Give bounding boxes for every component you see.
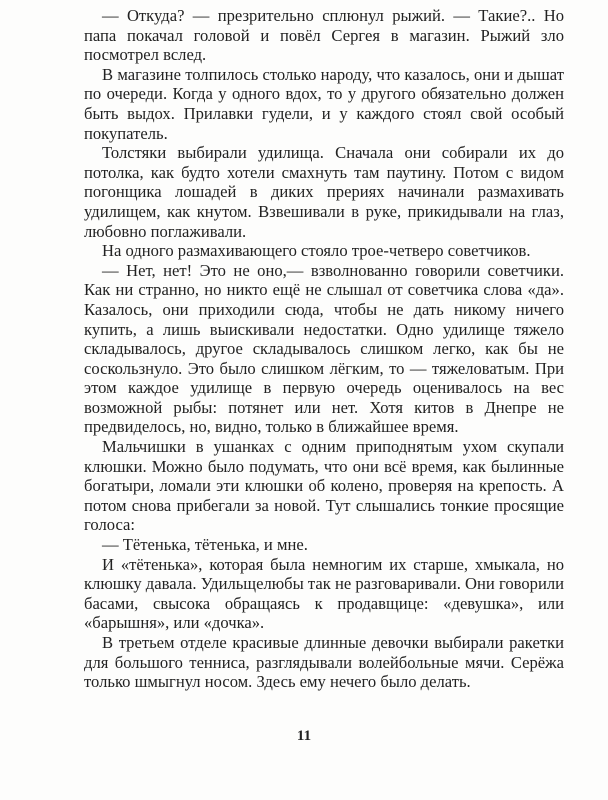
paragraph-5: — Нет, нет! Это не оно,— взволнованно говорили советчики. Как ни странно, но никто ещё не слышал от советчика слова «да». Казалось, они приходили сюда, чтобы не дать никому ничего купить, а лишь выискивали недостатки. Одно удилище тяжело складывалось, другое складывалось слишком легко, как бы не соскользнуло. Это было слишком лёгким, то — тяжеловатым. При этом каждое удилище в первую очередь оценивалось на вес возможной рыбы: потянет или нет. Хотя китов в Днепре не предвиделось, но, видно, только в ближайшее время. bbox=[84, 260, 564, 437]
paragraph-6: Мальчишки в ушанках с одним приподнятым ухом скупали клюшки. Можно было подумать, что они всё время, как былинные богатыри, ломали эти клюшки об колено, проверяя на крепость. А потом снова прибегали за новой. Тут слышались тонкие просящие голоса: bbox=[84, 437, 564, 535]
paragraph-7: — Тётенька, тётенька, и мне. bbox=[102, 535, 308, 555]
page-number: 11 bbox=[296, 728, 312, 744]
paragraph-4: На одного размахивающего стояло трое-четверо советчиков. bbox=[102, 241, 531, 261]
paragraph-3: Толстяки выбирали удилища. Сначала они собирали их до потолка, как будто хотели смахнуть там паутину. Потом с видом погонщика лошадей в диких прериях начинали размахивать удилищем, как кнутом. Взвешивали в руке, прикидывали на глаз, любовно поглаживали. bbox=[84, 143, 564, 241]
paragraph-9: В третьем отделе красивые длинные девочки выбирали ракетки для большого тенниса, разглядывали волейбольные мячи. Серёжа только шмыгнул носом. Здесь ему нечего было делать. bbox=[84, 633, 564, 692]
paragraph-8: И «тётенька», которая была немногим их старше, хмыкала, но клюшку давала. Удильщелюбы так не разговаривали. Они говорили басами, свысока обращаясь к продавщице: «девушка», или «барышня», или «дочка». bbox=[84, 554, 564, 633]
body-text bbox=[84, 6, 564, 692]
paragraph-2: В магазине толпилось столько народу, что казалось, они и дышат по очереди. Когда у одного вдох, то у другого обязательно должен быть выдох. Прилавки гудели, и у каждого стоял свой особый покупатель. bbox=[84, 64, 564, 143]
paragraph-1: — Откуда? — презрительно сплюнул рыжий. — Такие?.. Но папа покачал головой и повёл Сергея в магазин. Рыжий зло посмотрел вслед. bbox=[84, 6, 564, 65]
